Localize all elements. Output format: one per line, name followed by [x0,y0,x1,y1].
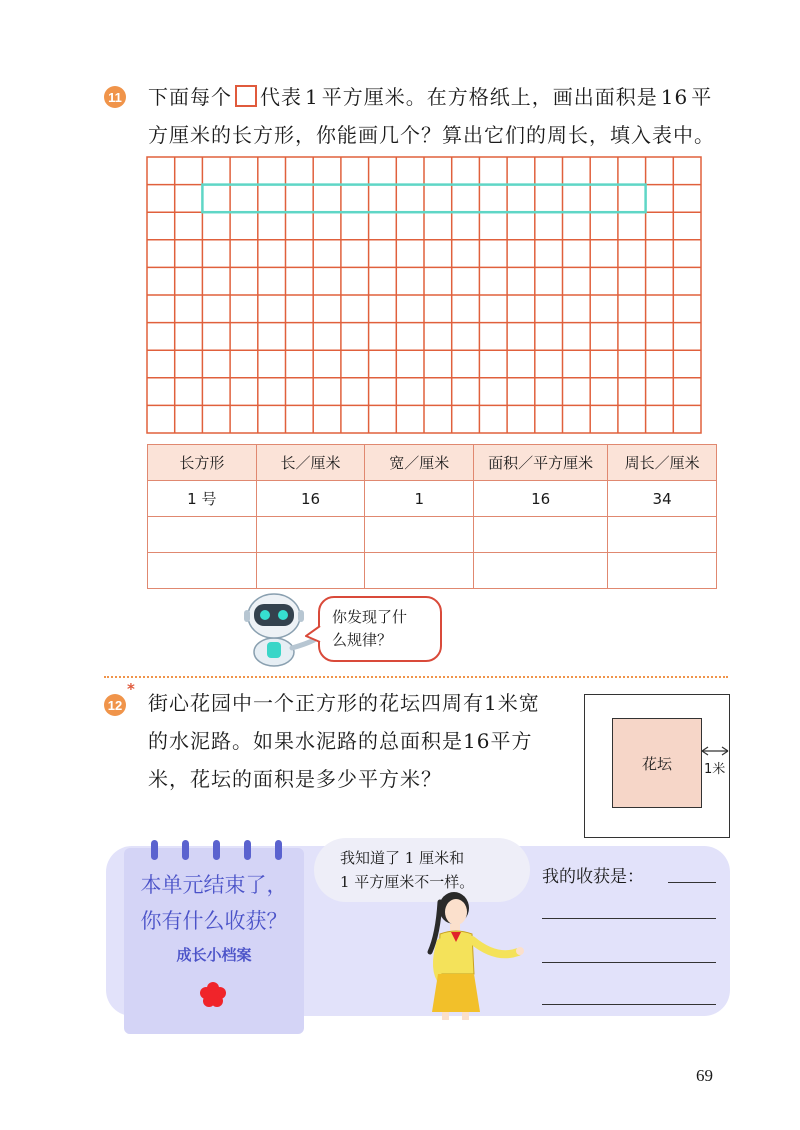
table-cell-blank[interactable] [608,517,717,553]
answer-line[interactable] [542,1004,716,1005]
table-cell-blank[interactable] [148,517,257,553]
header-cell: 宽／厘米 [365,445,474,481]
card-line: 你有什么收获？ [140,910,288,933]
robot-speech-bubble [318,596,442,662]
card-text [124,868,304,940]
header-cell: 长／厘米 [256,445,365,481]
card-subtitle: 成长小档案 [176,946,252,964]
flowerbed-square: 花坛 [612,718,702,808]
table-cell: 16 [474,481,608,517]
header-cell: 周长／厘米 [608,445,717,481]
page-number: 69 [696,1066,713,1085]
dimension-arrow-icon [700,744,730,758]
robot-speech-line: 么规律？ [332,631,393,649]
section-divider [104,676,728,678]
result-table [147,444,717,589]
gain-label: 我的收获是： [542,867,644,887]
table-cell: 34 [608,481,717,517]
girl-speech-line: 1 平方厘米不一样。 [340,873,475,891]
table-cell: 1 [365,481,474,517]
answer-line[interactable] [668,882,716,883]
flower-icon [198,980,228,1010]
table-header-row [148,445,717,481]
grid-paper[interactable] [146,156,702,436]
problem-12-text [148,684,568,798]
p12-line: 街心花园中一个正方形的花坛四周有1米宽 [148,691,540,715]
girl-speech-line: 我知道了 1 厘米和 [340,849,465,867]
answer-line[interactable] [542,918,716,919]
table-cell-blank[interactable] [148,553,257,589]
table-cell-blank[interactable] [608,553,717,589]
table-row [148,553,717,589]
table-cell-blank[interactable] [474,553,608,589]
p12-line: 的水泥路。如果水泥路的总面积是16平方 [148,729,533,753]
table-cell: 16 [256,481,365,517]
robot-speech-line: 你发现了什 [332,608,408,626]
table-cell-blank[interactable] [256,553,365,589]
challenge-star: * [127,680,135,698]
binder-ring-icon [244,840,251,860]
speech-tail-icon [305,626,321,646]
card-line: 本单元结束了， [140,874,288,897]
table-cell-blank[interactable] [474,517,608,553]
header-cell: 面积／平方厘米 [474,445,608,481]
answer-line[interactable] [542,962,716,963]
binder-ring-icon [151,840,158,860]
table-row [148,481,717,517]
p11-text-area: 16 [660,85,689,109]
binder-ring-icon [275,840,282,860]
table-row [148,517,717,553]
p11-text-b: 代表 [260,85,302,109]
binder-ring-icon [213,840,220,860]
p11-text-num: 1 [305,85,319,109]
p11-text-a: 下面每个 [148,85,232,109]
table-cell-blank[interactable] [365,553,474,589]
table-cell: 1 号 [148,481,257,517]
problem-12-badge: 12 [104,694,126,716]
p11-line2: 方厘米的长方形，你能画几个？算出它们的周长，填入表中。 [148,123,715,147]
binder-ring-icon [182,840,189,860]
grid-lines [147,157,701,433]
p11-text-d: 平 [691,85,713,109]
table-cell-blank[interactable] [256,517,365,553]
header-cell: 长方形 [148,445,257,481]
path-width-label: 1米 [704,762,726,777]
p11-text-c: 平方厘米。在方格纸上，画出面积是 [321,85,658,109]
problem-11-text [148,78,748,154]
p12-line: 米，花坛的面积是多少平方米？ [148,767,442,791]
girl-illustration [418,890,530,1022]
table-cell-blank[interactable] [365,517,474,553]
unit-square-icon [235,85,257,107]
problem-11-badge: 11 [104,86,126,108]
girl-speech-text [340,846,474,894]
